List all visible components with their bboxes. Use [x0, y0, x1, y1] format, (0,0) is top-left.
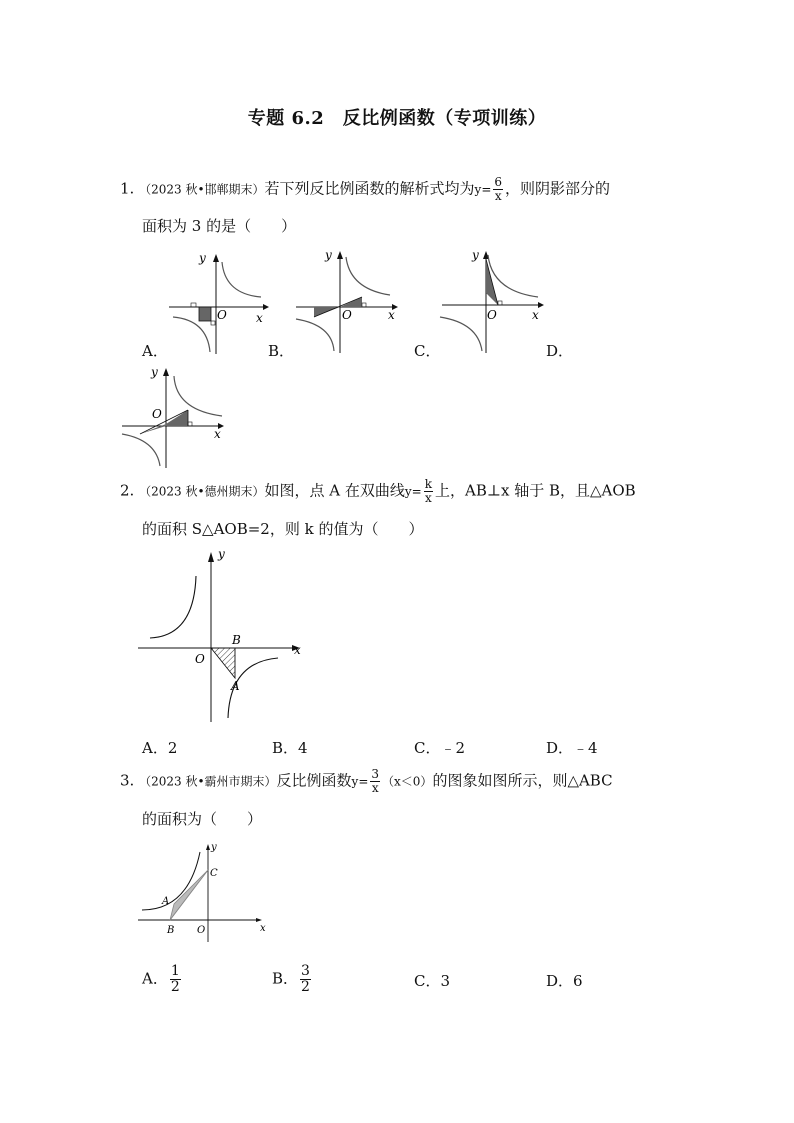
segment-bc [170, 870, 208, 920]
y-arrow [337, 251, 343, 259]
q2-frac-num: k [424, 477, 433, 491]
origin-label: O [152, 407, 162, 421]
q2-text-a: 如图，点 A 在双曲线 [264, 481, 405, 500]
q3-option-b-label: B． [272, 969, 299, 988]
q3-option-b-num: 3 [301, 963, 310, 979]
y-arrow [208, 552, 214, 562]
x-label: x [260, 923, 266, 934]
q2-number: 2. [120, 481, 135, 500]
origin-label: O [342, 308, 352, 322]
q3-number: 3. [120, 771, 135, 790]
hyperbola-branch [222, 262, 261, 297]
y-arrow [206, 844, 210, 850]
x-label: x [532, 308, 539, 322]
y-arrow [213, 254, 219, 262]
x-label: x [256, 311, 263, 325]
q1-graph-b [292, 245, 404, 355]
q3-graph [134, 838, 274, 944]
q1-graph-c [438, 245, 550, 355]
q1-fraction [493, 176, 503, 203]
q3-option-a-fraction [170, 964, 181, 995]
right-angle-mark [191, 303, 196, 307]
q2-option-b[interactable]: B．4 [272, 739, 308, 757]
q1-text-a: 若下列反比例函数的解析式均为 [264, 179, 475, 198]
x-label: x [388, 308, 395, 322]
y-label: y [472, 248, 479, 262]
q1-graph-d [118, 362, 230, 470]
shaded-triangle [166, 410, 188, 426]
shaded-rectangle [199, 307, 211, 321]
q3-option-a-den: 2 [170, 979, 180, 995]
q1-frac-den: x [494, 189, 502, 203]
hyperbola-branch [174, 376, 222, 416]
q2-source: （2023 秋•德州期末） [139, 484, 265, 499]
q1-frac-prefix: y= [474, 182, 492, 197]
q2-graph [134, 546, 308, 724]
hyperbola-branch [150, 576, 196, 638]
q3-frac-num: 3 [371, 767, 380, 781]
q2-option-a[interactable]: A．2 [142, 739, 178, 757]
q3-option-b-den: 2 [301, 979, 310, 995]
q3-fraction [370, 768, 380, 795]
y-label: y [199, 251, 206, 265]
hyperbola-branch [122, 434, 160, 466]
right-angle-mark [211, 321, 215, 325]
hyperbola-branch [142, 852, 200, 910]
q3-option-a-num: 1 [170, 963, 180, 979]
q2-frac-den: x [425, 491, 432, 505]
hyperbola-branch [440, 317, 482, 351]
hyperbola-branch [173, 317, 210, 352]
point-b-label: B [232, 633, 241, 647]
q1-graph-a [165, 250, 275, 356]
y-label: y [211, 842, 217, 853]
origin-label: O [217, 308, 227, 322]
q3-option-b-fraction [300, 964, 311, 995]
q2-fraction [424, 478, 433, 505]
point-b-label: B [167, 925, 175, 936]
x-label: x [214, 427, 221, 441]
point-c-label: C [210, 868, 218, 879]
x-arrow [538, 302, 544, 308]
q2-line2: 的面积 S△AOB=2，则 k 的值为（ ） [142, 520, 424, 538]
right-angle-mark [188, 422, 192, 426]
q2-option-d[interactable]: D．﹣4 [546, 739, 598, 757]
q2-text-b: 上，AB⊥x 轴于 B，且△AOB [435, 481, 636, 500]
q3-option-b[interactable] [272, 964, 313, 995]
q1-line2: 面积为 3 的是（ ） [142, 217, 297, 235]
hyperbola-branch [346, 257, 390, 295]
q3-text-b: 的图象如图所示，则△ABC [432, 771, 613, 790]
origin-label: O [487, 308, 497, 322]
point-a-label: A [162, 896, 170, 907]
q1-line1 [120, 176, 610, 203]
q1-option-b[interactable]: B． [268, 342, 295, 360]
q1-option-a[interactable]: A． [142, 342, 168, 360]
origin-label: O [195, 652, 205, 666]
q1-source: （2023 秋•邯郸期末） [139, 182, 265, 197]
q3-condition: （x＜0） [382, 774, 433, 789]
right-angle-mark [362, 303, 366, 307]
x-arrow [263, 304, 269, 310]
hatched-triangle-aob [211, 648, 235, 678]
y-arrow [163, 368, 169, 376]
point-a-label: A [231, 679, 240, 693]
y-label: y [151, 365, 158, 379]
page-title: 专题 6.2 反比例函数（专项训练） [247, 108, 547, 129]
y-label: y [325, 248, 332, 262]
q3-text-a: 反比例函数 [276, 771, 352, 790]
q3-frac-den: x [371, 781, 379, 795]
y-label: y [218, 547, 225, 561]
q2-frac-prefix: y= [404, 484, 422, 499]
q1-option-c[interactable]: C． [414, 342, 441, 360]
q3-line1 [120, 768, 613, 795]
q2-line1 [120, 478, 636, 505]
right-angle-mark [498, 301, 502, 305]
hyperbola-branch [488, 255, 538, 297]
q1-option-d[interactable]: D． [546, 342, 574, 360]
origin-label: O [197, 925, 206, 936]
x-label: x [294, 643, 301, 657]
x-arrow [256, 918, 262, 922]
q1-frac-num: 6 [494, 175, 503, 189]
q1-number: 1. [120, 179, 135, 198]
q3-option-c[interactable]: C．3 [414, 972, 451, 990]
q3-option-a-label: A． [142, 969, 168, 988]
q3-option-a[interactable] [142, 964, 183, 995]
q1-text-b: ，则阴影部分的 [505, 179, 611, 198]
hyperbola-branch [296, 319, 334, 351]
q3-option-d[interactable]: D．6 [546, 972, 583, 990]
q3-line2: 的面积为（ ） [142, 810, 263, 828]
q3-source: （2023 秋•霸州市期末） [139, 774, 277, 789]
q3-frac-prefix: y= [351, 774, 369, 789]
q2-option-c[interactable]: C．﹣2 [414, 739, 466, 757]
